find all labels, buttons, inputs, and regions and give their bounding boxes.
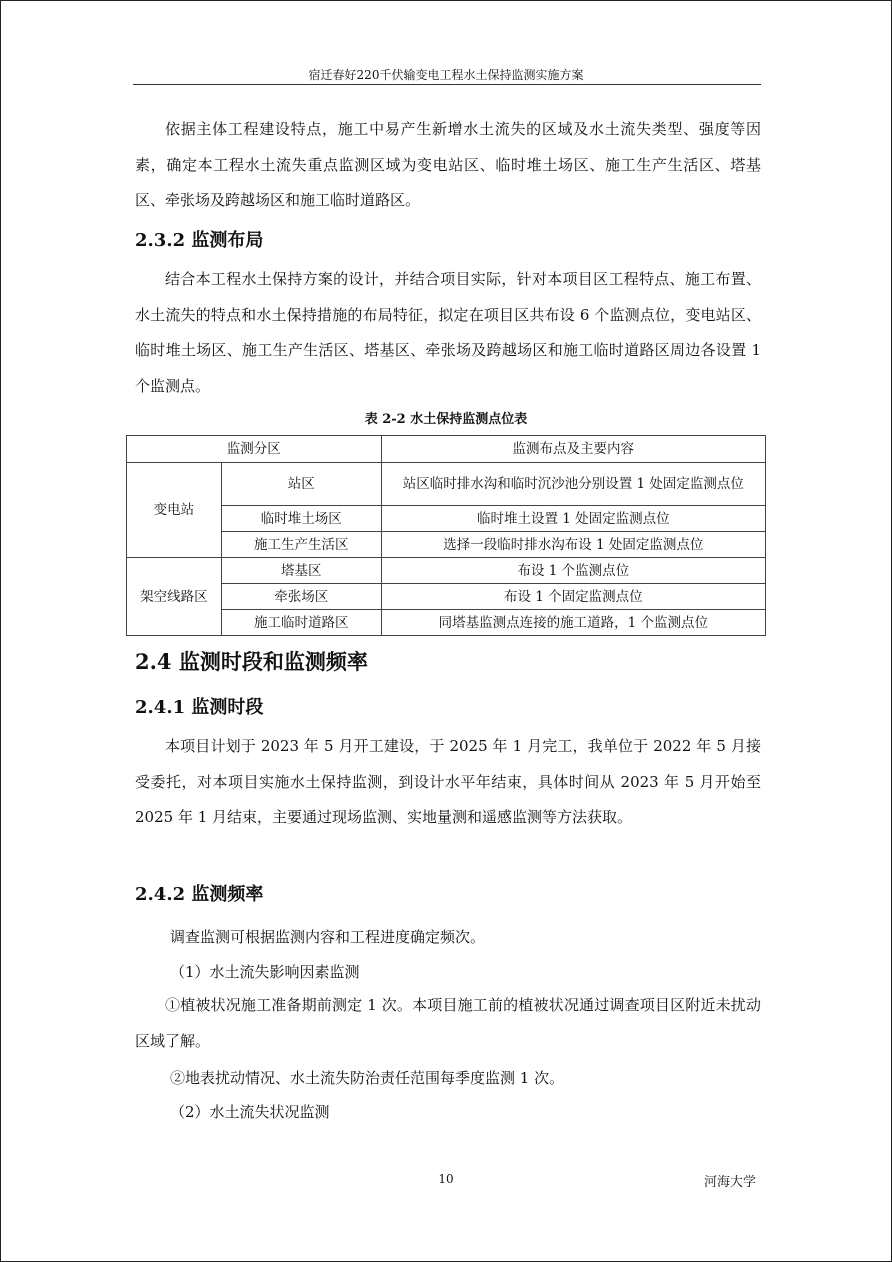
table-row — [127, 610, 766, 636]
content-cell: 布设 1 个固定监测点位 — [381, 584, 765, 610]
table-row — [127, 463, 766, 506]
zone-cell: 施工临时道路区 — [221, 610, 381, 636]
table-row — [127, 532, 766, 558]
table-header-row — [127, 436, 766, 463]
heading-2-4: 2.4 监测时段和监测频率 — [135, 649, 368, 674]
zone-cell: 施工生产生活区 — [221, 532, 381, 558]
content-cell: 临时堆土设置 1 处固定监测点位 — [381, 506, 765, 532]
item-1a: ①植被状况施工准备期前测定 1 次。本项目施工前的植被状况通过调查项目区附近未扰动区域了解。 — [135, 996, 761, 1050]
content-cell: 同塔基监测点连接的施工道路，1 个监测点位 — [381, 610, 765, 636]
item-1-heading: （1）水土流失影响因素监测 — [170, 963, 360, 981]
table-row — [127, 558, 766, 584]
content-cell: 选择一段临时排水沟布设 1 处固定监测点位 — [381, 532, 765, 558]
content-cell: 布设 1 个监测点位 — [381, 558, 765, 584]
monitoring-points-table — [126, 435, 766, 636]
item-1b: ②地表扰动情况、水土流失防治责任范围每季度监测 1 次。 — [170, 1069, 565, 1087]
header-rule — [133, 84, 761, 85]
table-caption: 表 2-2 水土保持监测点位表 — [364, 412, 528, 427]
paragraph-monitoring-layout: 结合本工程水土保持方案的设计，并结合项目实际，针对本项目区工程特点、施工布置、水土流失的特点和水土保持措施的布局特征，拟定在项目区共布设 6 个监测点位，变电站区、临时堆土场区、施工生产生活区、塔基区、牵张场及跨越场区和施工临时道路区周边各设置 1 个监测点。 — [135, 270, 761, 395]
content-cell: 站区临时排水沟和临时沉沙池分别设置 1 处固定监测点位 — [381, 463, 765, 506]
paragraph-monitoring-period: 本项目计划于 2023 年 5 月开工建设，于 2025 年 1 月完工，我单位于 2022 年 5 月接受委托，对本项目实施水土保持监测，到设计水平年结束，具体时间从 2023 年 5 月开始至 2025 年 1 月结束，主要通过现场监测、实地量测和遥感监测等方法获取。 — [135, 737, 761, 826]
zone-cell: 牵张场区 — [221, 584, 381, 610]
page-number: 10 — [438, 1172, 454, 1186]
zone-cell: 临时堆土场区 — [221, 506, 381, 532]
header-cell-content: 监测布点及主要内容 — [381, 436, 765, 463]
footer-organization: 河海大学 — [704, 1175, 757, 1190]
running-header: 宿迁春好220千伏输变电工程水土保持监测实施方案 — [308, 68, 584, 82]
heading-2-3-2: 2.3.2 监测布局 — [135, 230, 264, 251]
zone-cell: 站区 — [221, 463, 381, 506]
item-2-heading: （2）水土流失状况监测 — [170, 1103, 330, 1121]
group-cell-substation: 变电站 — [127, 463, 222, 558]
heading-2-4-1: 2.4.1 监测时段 — [135, 697, 264, 718]
line-frequency-intro: 调查监测可根据监测内容和工程进度确定频次。 — [170, 928, 486, 946]
heading-2-4-2: 2.4.2 监测频率 — [135, 884, 264, 905]
header-cell-zone: 监测分区 — [127, 436, 382, 463]
zone-cell: 塔基区 — [221, 558, 381, 584]
table-row — [127, 584, 766, 610]
table-row — [127, 506, 766, 532]
group-cell-overhead-line: 架空线路区 — [127, 558, 222, 636]
paragraph-monitoring-areas: 依据主体工程建设特点，施工中易产生新增水土流失的区域及水土流失类型、强度等因素，确定本工程水土流失重点监测区域为变电站区、临时堆土场区、施工生产生活区、塔基区、牵张场及跨越场区和施工临时道路区。 — [135, 120, 761, 209]
